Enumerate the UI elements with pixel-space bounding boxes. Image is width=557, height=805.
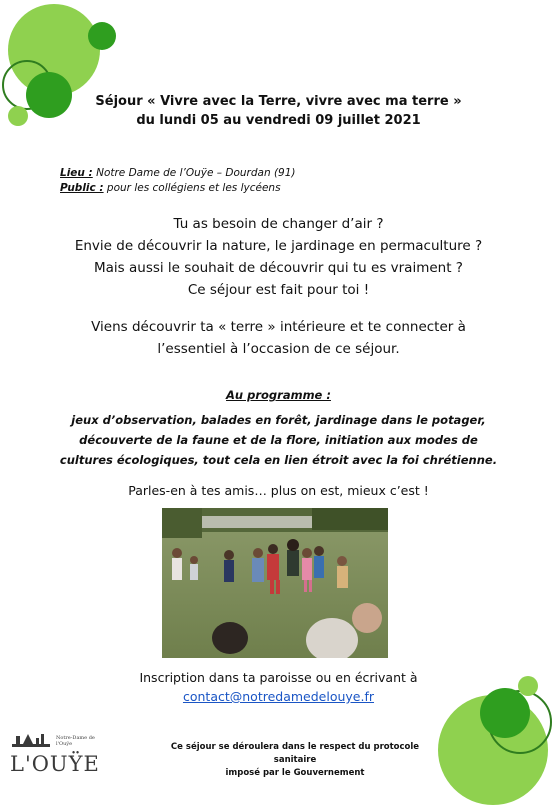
info-public [60, 181, 281, 195]
inscription-text: Inscription dans ta paroisse ou en écrivant à [139, 670, 418, 685]
louye-logo [8, 730, 108, 782]
invite-paragraph [0, 316, 557, 360]
lieu-label: Lieu : [60, 167, 93, 179]
sanitary-notice-line: imposé par le Gouvernement [225, 768, 365, 778]
programme-line: jeux d’observation, balades en forêt, jardinage dans le potager, [71, 413, 486, 427]
intro-line: Tu as besoin de changer d’air ? [173, 216, 384, 232]
logo-small-text-line: l'Ouÿe [56, 741, 73, 747]
programme-line: découverte de la faune et de la flore, initiation aux modes de [79, 433, 478, 447]
sanitary-notice [150, 741, 440, 780]
children-running-photo [162, 508, 388, 658]
title-line-2: du lundi 05 au vendredi 09 juillet 2021 [136, 113, 421, 128]
programme-text [20, 410, 537, 470]
invite-line: Viens découvrir ta « terre » intérieure et te connecter à [91, 319, 466, 335]
public-label: Public : [60, 182, 104, 194]
programme-line: cultures écologiques, tout cela en lien étroit avec la foi chrétienne. [59, 453, 498, 467]
intro-line: Envie de découvrir la nature, le jardinage en permaculture ? [74, 238, 483, 254]
intro-paragraph [0, 213, 557, 301]
intro-line: Ce séjour est fait pour toi ! [187, 282, 370, 298]
contact-email-link[interactable]: contact@notredamedelouye.fr [182, 689, 375, 704]
logo-small-text [56, 735, 95, 747]
info-lieu [60, 166, 296, 180]
decor-circle-small-dark [88, 22, 116, 50]
intro-line: Mais aussi le souhait de découvrir qui tu es vraiment ? [94, 260, 463, 276]
public-value: pour les collégiens et les lycéens [103, 182, 281, 194]
lieu-value: Notre Dame de l’Ouÿe – Dourdan (91) [92, 167, 296, 179]
share-text: Parles-en à tes amis… plus on est, mieux c’est ! [128, 483, 429, 498]
invite-line: l’essentiel à l’occasion de ce séjour. [157, 341, 400, 357]
programme-heading: Au programme : [226, 388, 331, 402]
inscription-email-row [0, 687, 557, 706]
title-line-1: Séjour « Vivre avec la Terre, vivre avec ma terre » [95, 94, 462, 109]
logo-big-text: L'OUŸE [10, 752, 100, 776]
logo-small-text-line: Notre-Dame de [56, 735, 95, 741]
sanitary-notice-line: Ce séjour se déroulera dans le respect du protocole sanitaire [170, 742, 420, 765]
